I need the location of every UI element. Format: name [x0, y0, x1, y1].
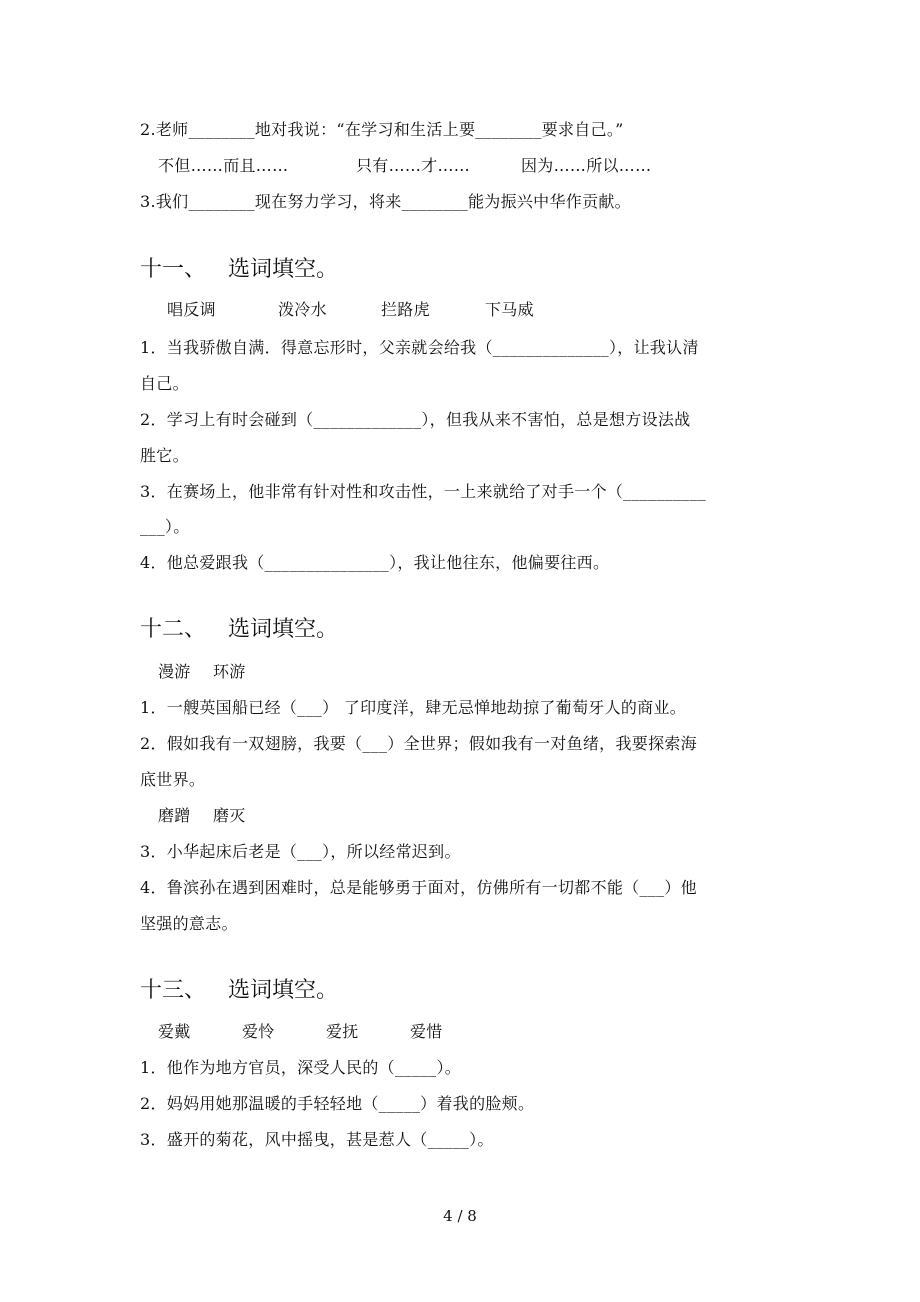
question-line: ___）。 [140, 517, 190, 536]
question-line: 2．假如我有一双翅膀，我要（___）全世界；假如我有一对鱼绪，我要探索海 [140, 734, 697, 753]
option: 泼冷水 [278, 300, 327, 319]
question-line: 胜它。 [140, 446, 189, 465]
option: 因为……所以…… [521, 156, 652, 175]
question-line: 1．当我骄傲自满．得意忘形时，父亲就会给我（______________），让我认清 [140, 338, 699, 357]
question-line: 4．他总爱跟我（_______________），我让他往东，他偏要往西。 [140, 553, 610, 572]
question-line: 1．一艘英国船已经（___） 了印度洋，肆无忌惮地劫掠了葡萄牙人的商业。 [140, 698, 687, 717]
word-options [158, 662, 246, 682]
option: 漫游 [158, 662, 191, 681]
question-line: 3．在赛场上，他非常有针对性和攻击性，一上来就给了对手一个（__________ [140, 482, 707, 501]
section-heading-13 [140, 977, 338, 1005]
section-heading-11 [140, 256, 338, 284]
option: 爱惜 [410, 1022, 443, 1041]
section-number: 十二、 [140, 617, 207, 642]
section-heading-12 [140, 616, 338, 644]
question-line: 3．盛开的菊花，风中摇曳，甚是惹人（_____）。 [140, 1130, 494, 1149]
word-options [158, 156, 651, 176]
option: 爱戴 [158, 1022, 191, 1041]
word-options [158, 1022, 443, 1042]
question-line: 2．妈妈用她那温暖的手轻轻地（_____）着我的脸颊。 [140, 1094, 535, 1113]
option: 拦路虎 [381, 300, 430, 319]
question-line: 底世界。 [140, 770, 206, 789]
word-options [167, 300, 534, 320]
question-line: 4．鲁滨孙在遇到困难时，总是能够勇于面对，仿佛所有一切都不能（___）他 [140, 878, 697, 897]
question-2: 2.老师________地对我说：“在学习和生活上要________要求自己。” [140, 120, 624, 139]
word-options [158, 806, 246, 826]
section-title: 选词填空。 [228, 257, 339, 282]
option: 磨蹭 [158, 806, 191, 825]
option: 爱抚 [326, 1022, 359, 1041]
option: 唱反调 [167, 300, 216, 319]
option: 只有……才…… [356, 156, 471, 175]
section-title: 选词填空。 [228, 617, 339, 642]
question-3: 3.我们________现在努力学习，将来________能为振兴中华作贡献。 [140, 192, 631, 211]
section-number: 十三、 [140, 978, 207, 1003]
option: 环游 [213, 662, 246, 681]
question-line: 2．学习上有时会碰到（_____________），但我从来不害怕，总是想方设法战 [140, 410, 691, 429]
option: 磨灭 [213, 806, 246, 825]
section-title: 选词填空。 [228, 978, 339, 1003]
question-line: 1．他作为地方官员，深受人民的（_____）。 [140, 1058, 462, 1077]
question-line: 自己。 [140, 374, 189, 393]
option: 下马威 [485, 300, 534, 319]
option: 爱怜 [242, 1022, 275, 1041]
question-line: 3．小华起床后老是（___），所以经常迟到。 [140, 842, 461, 861]
option: 不但……而且…… [158, 156, 289, 175]
page-number: 4 / 8 [443, 1207, 477, 1225]
section-number: 十一、 [140, 257, 207, 282]
question-line: 坚强的意志。 [140, 914, 238, 933]
